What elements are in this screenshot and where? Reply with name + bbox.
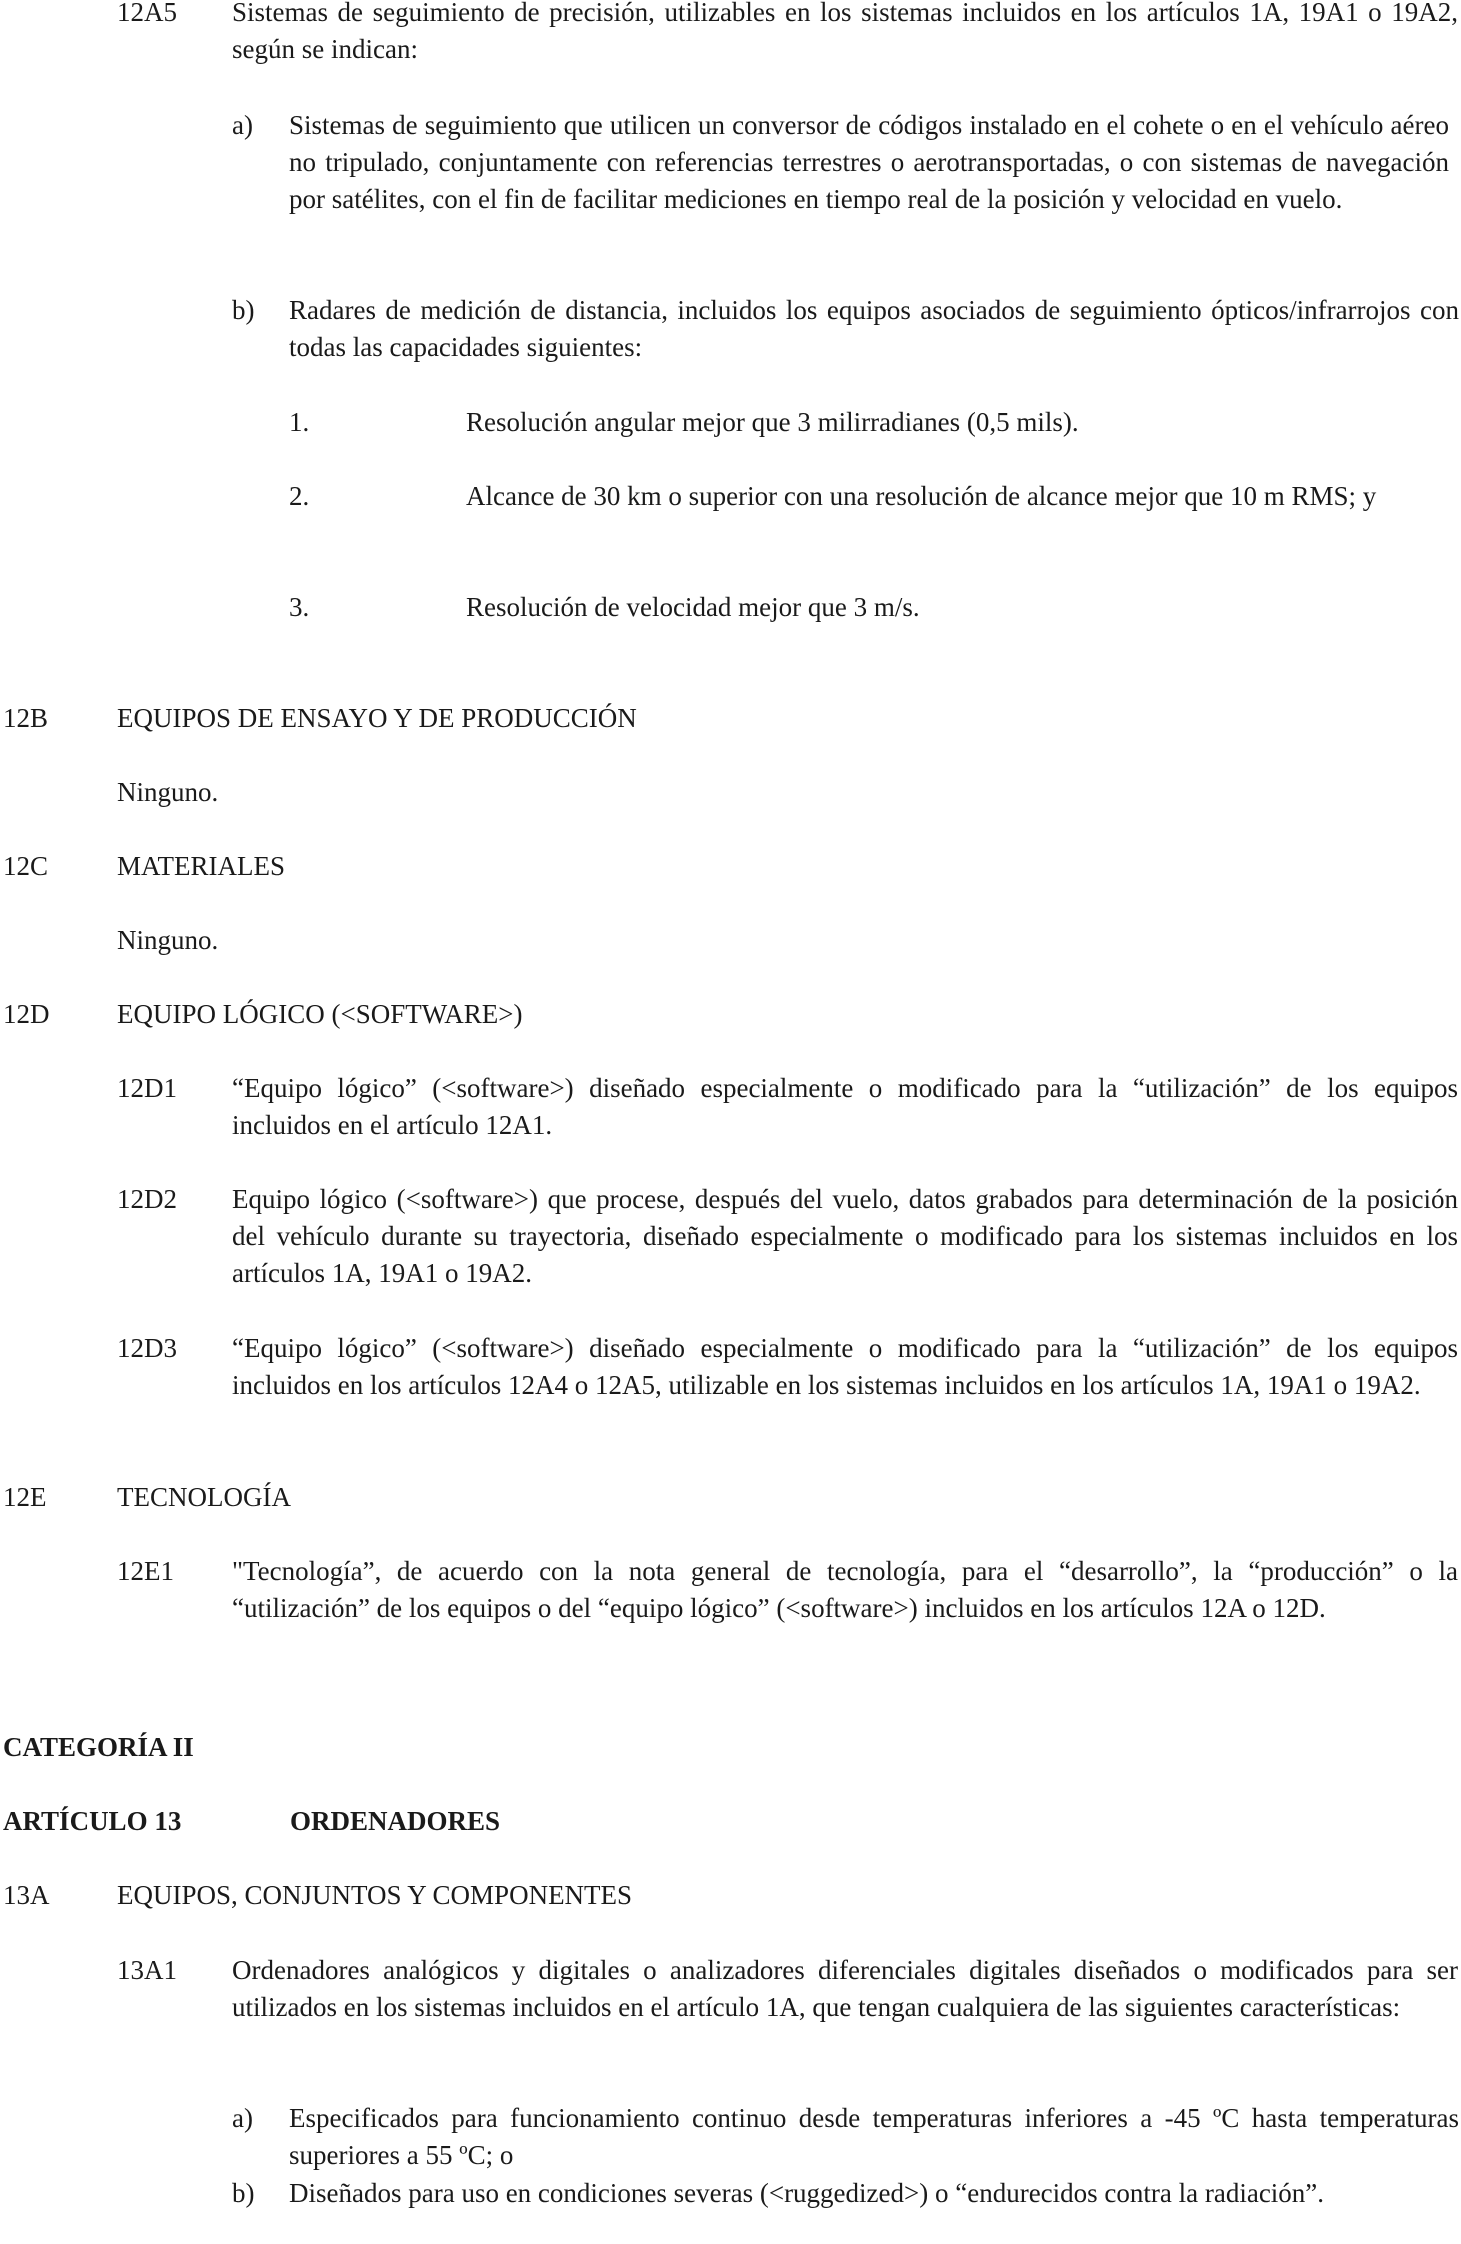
- list-letter: b): [232, 295, 255, 325]
- item-code: 12D2: [117, 1184, 177, 1214]
- list-number: 1.: [289, 407, 310, 437]
- item-code: 13A1: [117, 1955, 177, 1985]
- section-title: TECNOLOGÍA: [117, 1482, 291, 1512]
- section-code: 12E: [3, 1482, 47, 1512]
- list-letter: a): [232, 2103, 253, 2133]
- item-code: 12A5: [117, 0, 177, 27]
- item-code: 12D1: [117, 1073, 177, 1103]
- list-number: 2.: [289, 481, 310, 511]
- paragraph: Ninguno.: [117, 777, 219, 807]
- section-title: EQUIPOS DE ENSAYO Y DE PRODUCCIÓN: [117, 703, 637, 733]
- section-title: EQUIPOS, CONJUNTOS Y COMPONENTES: [117, 1880, 633, 1910]
- paragraph: Radares de medición de distancia, incluidos los equipos asociados de seguimiento ópticos/infrarrojos con todas las capacidades siguientes:: [289, 295, 1459, 362]
- category-heading: CATEGORÍA II: [3, 1732, 194, 1762]
- paragraph: Sistemas de seguimiento que utilicen un conversor de códigos instalado en el cohete o en el vehículo aéreo no tripulado, conjuntamente con referencias terrestres o aerotransportadas, o con sistemas de navegación por satélites, con el fin de facilitar mediciones en tiempo real de la posición y velocidad en vuelo.: [289, 110, 1449, 214]
- item-code: 12D3: [117, 1333, 177, 1363]
- paragraph: Diseñados para uso en condiciones severas (<ruggedized>) o “endurecidos contra la radiación”.: [289, 2178, 1325, 2208]
- section-code: 12C: [3, 851, 49, 881]
- item-code: 12E1: [117, 1556, 174, 1586]
- paragraph: Ninguno.: [117, 925, 219, 955]
- list-letter: a): [232, 110, 253, 140]
- paragraph: Ordenadores analógicos y digitales o analizadores diferenciales digitales diseñados o modificados para ser utilizados en los sistemas incluidos en el artículo 1A, que tengan cualquiera de las siguientes características:: [232, 1955, 1458, 2022]
- list-number: 3.: [289, 592, 310, 622]
- paragraph: Alcance de 30 km o superior con una resolución de alcance mejor que 10 m RMS; y: [466, 481, 1377, 511]
- article-title: ORDENADORES: [290, 1806, 501, 1836]
- section-code: 13A: [3, 1880, 50, 1910]
- paragraph: Resolución angular mejor que 3 milirradianes (0,5 mils).: [466, 407, 1079, 437]
- paragraph: Resolución de velocidad mejor que 3 m/s.: [466, 592, 920, 622]
- paragraph: Especificados para funcionamiento continuo desde temperaturas inferiores a -45 ºC hasta temperaturas superiores a 55 ºC; o: [289, 2103, 1459, 2170]
- paragraph: Equipo lógico (<software>) que procese, después del vuelo, datos grabados para determinación de la posición del vehículo durante su trayectoria, diseñado especialmente o modificado para los sistemas incluidos en los artículos 1A, 19A1 o 19A2.: [232, 1184, 1458, 1288]
- article-label: ARTÍCULO 13: [3, 1806, 182, 1836]
- section-title: EQUIPO LÓGICO (<SOFTWARE>): [117, 999, 523, 1029]
- paragraph: Sistemas de seguimiento de precisión, utilizables en los sistemas incluidos en los artículos 1A, 19A1 o 19A2, según se indican:: [232, 0, 1458, 64]
- section-code: 12D: [3, 999, 50, 1029]
- section-code: 12B: [3, 703, 49, 733]
- section-title: MATERIALES: [117, 851, 285, 881]
- paragraph: “Equipo lógico” (<software>) diseñado especialmente o modificado para la “utilización” de los equipos incluidos en el artículo 12A1.: [232, 1073, 1458, 1140]
- paragraph: “Equipo lógico” (<software>) diseñado especialmente o modificado para la “utilización” de los equipos incluidos en los artículos 12A4 o 12A5, utilizable en los sistemas incluidos en los artículos 1A, 19A1 o 19A2.: [232, 1333, 1458, 1400]
- list-letter: b): [232, 2178, 255, 2208]
- paragraph: "Tecnología”, de acuerdo con la nota general de tecnología, para el “desarrollo”, la “producción” o la “utilización” de los equipos o del “equipo lógico” (<software>) incluidos en los artículos 12A o 12D.: [232, 1556, 1458, 1623]
